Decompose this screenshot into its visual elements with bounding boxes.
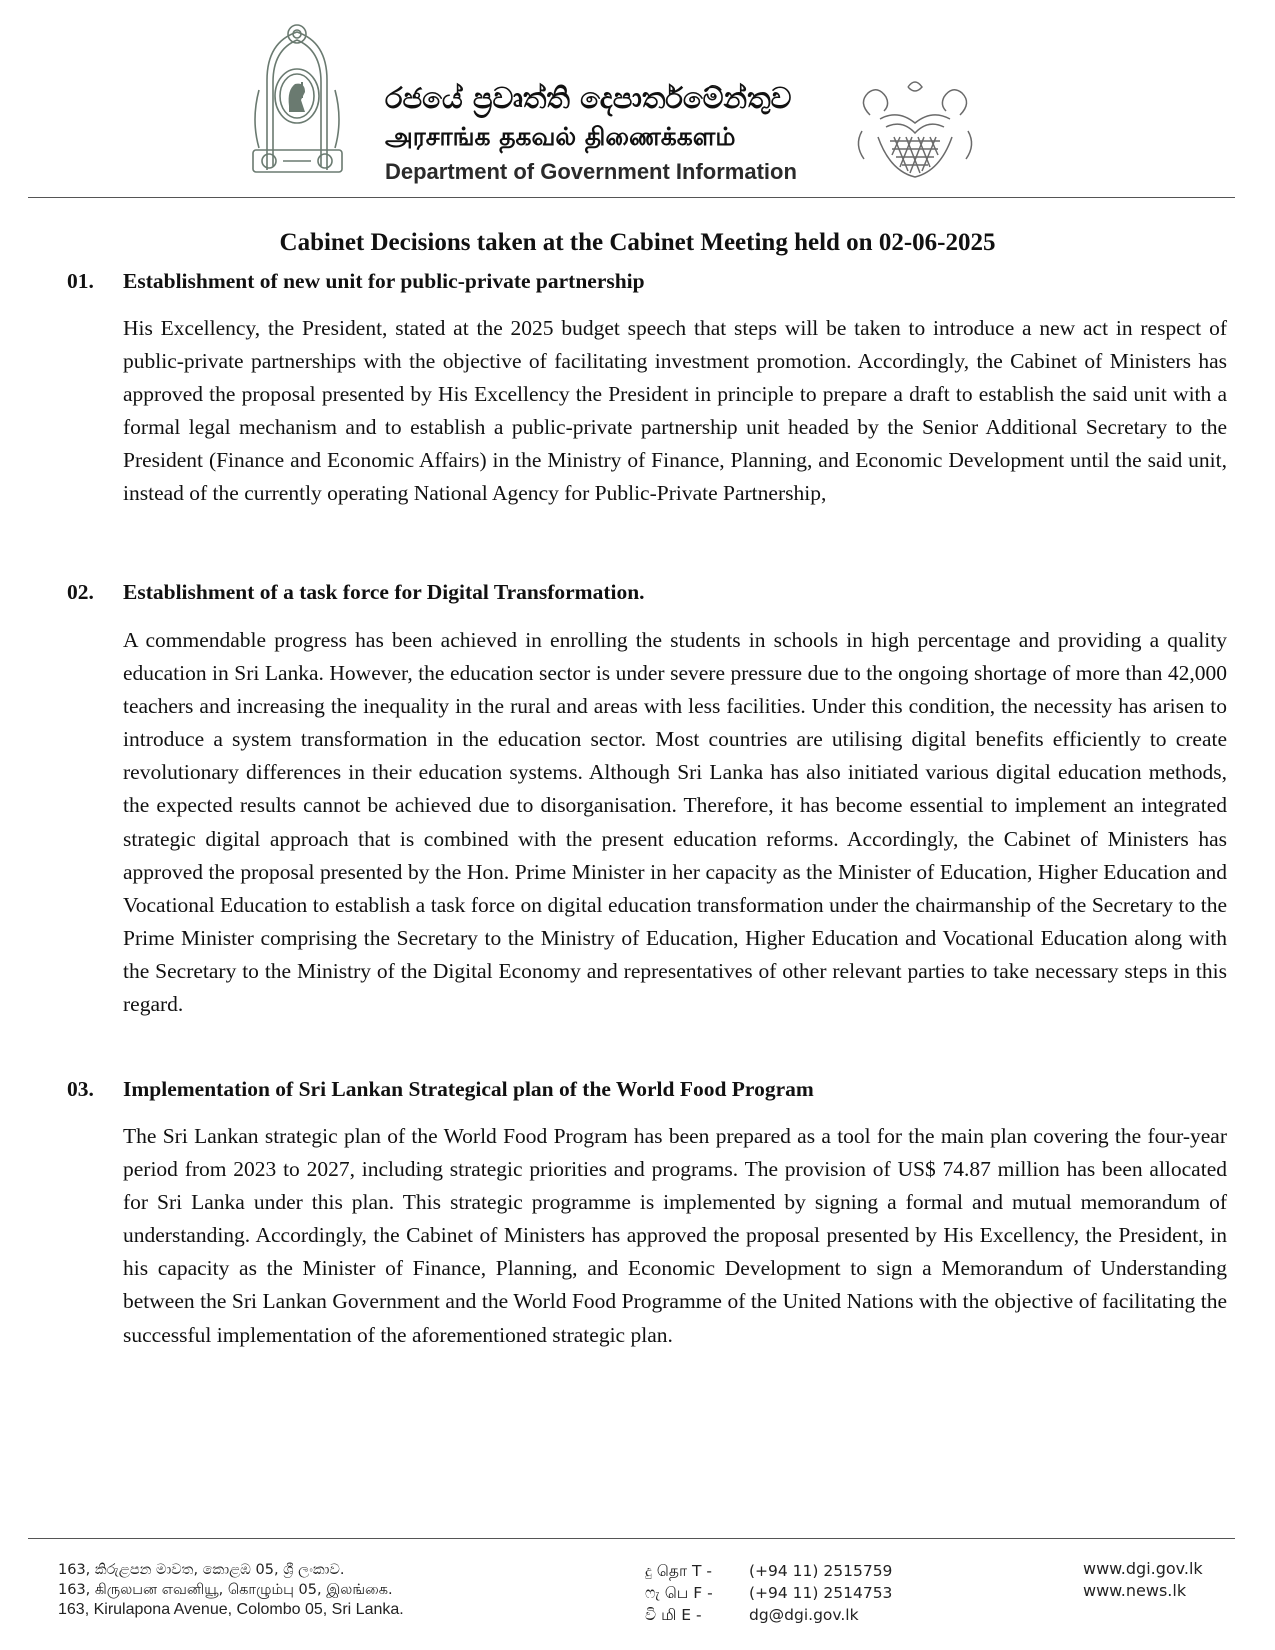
item-3-number: 03. [67, 1077, 94, 1101]
footer-address [58, 1560, 404, 1620]
item-1-body: His Excellency, the President, stated at the 2025 budget speech that steps will be taken to introduce a new act in respect of public-private partnerships with the objective of facilitating investment promotion. Accordingly, the Cabinet of Ministers has approved the proposal presented by His Excellency the President in principle to prepare a draft to establish the said unit with a formal legal mechanism and to establish a public-private partnership unit headed by the Senior Additional Secretary to the President (Finance and Economic Affairs) in the Ministry of Finance, Planning, and Economic Development until the said unit, instead of the currently operating National Agency for Public-Private Partnership, [123, 316, 1227, 506]
department-name-english: Department of Government Information [385, 159, 797, 184]
item-2-heading: Establishment of a task force for Digital Transformation. [123, 580, 645, 604]
sri-lanka-national-emblem-icon [245, 20, 350, 180]
address-sinhala: 163, කිරුළපන මාවත, කොළඹ 05, ශ්‍රී ලංකාව. [58, 1562, 345, 1578]
document-title: Cabinet Decisions taken at the Cabinet Meeting held on 02-06-2025 [279, 229, 996, 256]
item-3-heading: Implementation of Sri Lankan Strategical plan of the World Food Program [123, 1077, 814, 1101]
header-divider [28, 197, 1235, 198]
item-1-number: 01. [67, 269, 94, 293]
phone-row [645, 1560, 892, 1582]
fax-label: ෆැ பெ F - [645, 1584, 713, 1602]
website-dgi-link[interactable]: www.dgi.gov.lk [1083, 1559, 1203, 1578]
department-name-sinhala: රජයේ ප්‍රවෘත්ති දෙපාර්තමේන්තුව [385, 81, 792, 115]
phone-label: දු தொ T - [645, 1562, 712, 1580]
email-row [645, 1604, 892, 1626]
address-tamil: 163, கிருலபன எவனியூ, கொழும்பு 05, இலங்கை. [58, 1582, 393, 1598]
item-3-body: The Sri Lankan strategic plan of the World Food Program has been prepared as a tool for the main plan covering the four-year period from 2023 to 2027, including strategic priorities and programs. The provision of US$ 74.87 million has been allocated for Sri Lanka under this plan. This strategic programme is implemented by signing a formal and mutual memorandum of understanding. Accordingly, the Cabinet of Ministers has approved the proposal presented by His Excellency, the President, in his capacity as the Minister of Finance, Planning, and Economic Development to sign a Memorandum of Understanding between the Sri Lankan Government and the World Food Programme of the United Nations with the objective of facilitating the successful implementation of the aforementioned strategic plan. [123, 1124, 1227, 1347]
footer-divider [28, 1538, 1235, 1539]
department-name-tamil: அரசாங்க தகவல் திணைக்களம் [385, 122, 736, 151]
email-label: වි மி E - [645, 1606, 702, 1624]
email-address: dg@dgi.gov.lk [749, 1606, 859, 1624]
phone-number: (+94 11) 2515759 [749, 1562, 893, 1580]
footer-contact [645, 1560, 892, 1626]
item-2-number: 02. [67, 580, 94, 604]
department-name-block [385, 78, 835, 188]
swan-motif-logo-icon [850, 75, 980, 185]
letterhead [0, 0, 1275, 200]
address-english: 163, Kirulapona Avenue, Colombo 05, Sri Lanka. [58, 1601, 404, 1618]
fax-number: (+94 11) 2514753 [749, 1584, 893, 1602]
website-news-link[interactable]: www.news.lk [1083, 1581, 1187, 1600]
fax-row [645, 1582, 892, 1604]
item-2-body: A commendable progress has been achieved in enrolling the students in schools in high percentage and providing a quality education in Sri Lanka. However, the education sector is under severe pressure due to the ongoing shortage of more than 42,000 teachers and increasing the inequality in the rural and areas with less facilities. Under this condition, the necessity has arisen to introduce a system transformation in the education sector. Most countries are utilising digital benefits efficiently to create revolutionary differences in their education systems. Although Sri Lanka has also initiated various digital education methods, the expected results cannot be achieved due to disorganisation. Therefore, it has become essential to implement an integrated strategic digital approach that is combined with the present education reforms. Accordingly, the Cabinet of Ministers has approved the proposal presented by the Hon. Prime Minister in her capacity as the Minister of Education, Higher Education and Vocational Education to establish a task force on digital education transformation under the chairmanship of the Secretary to the Prime Minister comprising the Secretary to the Ministry of Education, Higher Education and Vocational Education along with the Secretary to the Ministry of the Digital Economy and representatives of other relevant parties to take necessary steps in this regard. [123, 628, 1227, 1017]
footer-websites [1083, 1558, 1203, 1602]
item-1-heading: Establishment of new unit for public-private partnership [123, 269, 645, 293]
